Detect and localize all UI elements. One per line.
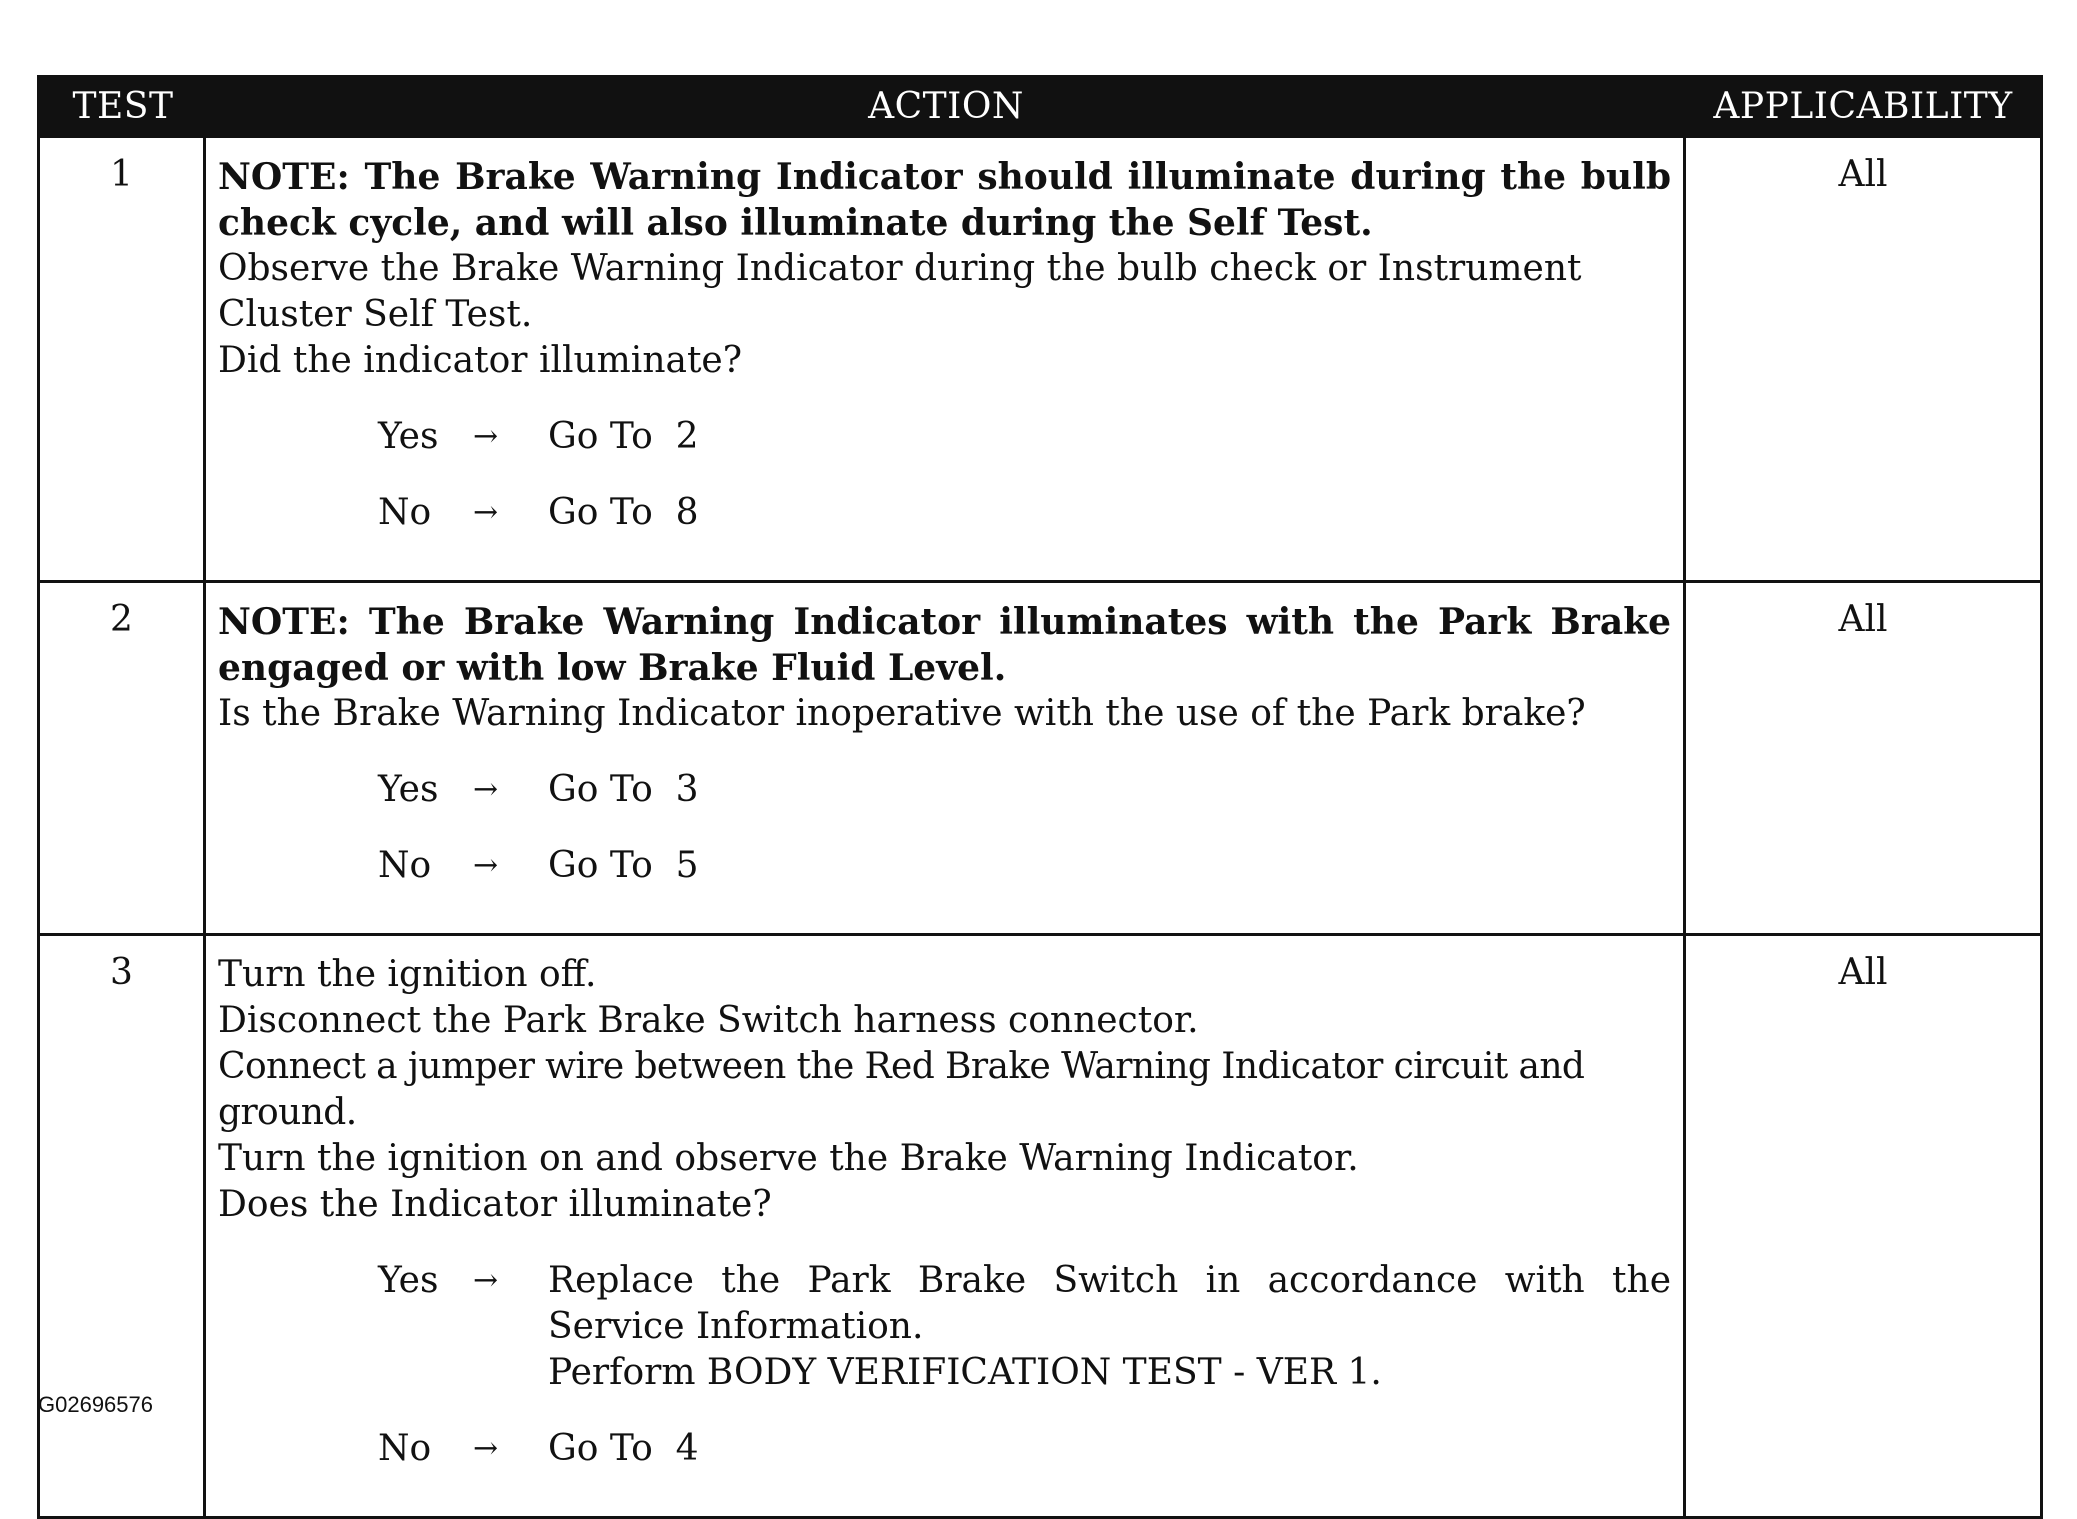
action-cell (206, 936, 1686, 1516)
answer-label: Yes (378, 416, 439, 457)
applicability-value: All (1838, 952, 1888, 993)
action-cell (206, 138, 1686, 580)
answer-no (218, 1426, 1671, 1472)
figure-id: G02696576 (38, 1392, 153, 1417)
action-line: Disconnect the Park Brake Switch harness connector. (218, 1000, 1199, 1041)
answer-list (218, 414, 1671, 580)
action-line: Turn the ignition off. (218, 954, 597, 995)
table-row (40, 580, 2040, 933)
arrow-icon: → (473, 419, 499, 454)
answer-label: No (378, 845, 432, 886)
action-line: Observe the Brake Warning Indicator during the bulb check or Instrument Cluster Self Test. (218, 248, 1582, 335)
answer-list (218, 767, 1671, 933)
header-action: ACTION (868, 86, 1024, 127)
table-row (40, 933, 2040, 1516)
answer-yes (218, 414, 1671, 460)
action-line: Did the indicator illuminate? (218, 340, 743, 381)
answer-text: Go To 8 (548, 492, 699, 533)
diagnostic-table (37, 75, 2043, 1519)
answer-label: Yes (378, 769, 439, 810)
answer-list (218, 1258, 1671, 1516)
answer-label: Yes (378, 1260, 439, 1301)
answer-text: Go To 3 (548, 769, 699, 810)
answer-text: Go To 5 (548, 845, 699, 886)
test-number: 3 (40, 936, 206, 1516)
arrow-icon: → (473, 848, 499, 883)
header-applicability: APPLICABILITY (1713, 86, 2013, 127)
answer-label: No (378, 492, 432, 533)
answer-no (218, 490, 1671, 536)
test-number: 2 (40, 583, 206, 933)
action-line: Is the Brake Warning Indicator inoperative with the use of the Park brake? (218, 693, 1586, 734)
answer-label: No (378, 1428, 432, 1469)
answer-text: Replace the Park Brake Switch in accordance with the Service Information. (548, 1260, 1671, 1347)
arrow-icon: → (473, 495, 499, 530)
test-number: 1 (40, 138, 206, 580)
applicability-value: All (1838, 154, 1888, 195)
arrow-icon: → (473, 1263, 499, 1298)
action-line: Turn the ignition on and observe the Brake Warning Indicator. (218, 1138, 1359, 1179)
answer-text-block (548, 1258, 1671, 1396)
answer-text: Go To 4 (548, 1428, 699, 1469)
answer-no (218, 843, 1671, 889)
answer-text: Perform BODY VERIFICATION TEST - VER 1. (548, 1352, 1382, 1393)
header-test: TEST (72, 86, 174, 127)
answer-yes (218, 1258, 1671, 1396)
arrow-icon: → (473, 1431, 499, 1466)
answer-yes (218, 767, 1671, 813)
answer-text: Go To 2 (548, 416, 699, 457)
arrow-icon: → (473, 772, 499, 807)
table-row (40, 135, 2040, 580)
applicability-value: All (1838, 599, 1888, 640)
table-header (40, 78, 2040, 135)
action-line: Does the Indicator illuminate? (218, 1184, 772, 1225)
action-cell (206, 583, 1686, 933)
action-line: Connect a jumper wire between the Red Brake Warning Indicator circuit and ground. (218, 1046, 1585, 1133)
note-text: NOTE: The Brake Warning Indicator illuminates with the Park Brake engaged or with low Brake Fluid Level. (218, 601, 1671, 689)
note-text: NOTE: The Brake Warning Indicator should illuminate during the bulb check cycle, and will also illuminate during the Self Test. (218, 156, 1671, 244)
